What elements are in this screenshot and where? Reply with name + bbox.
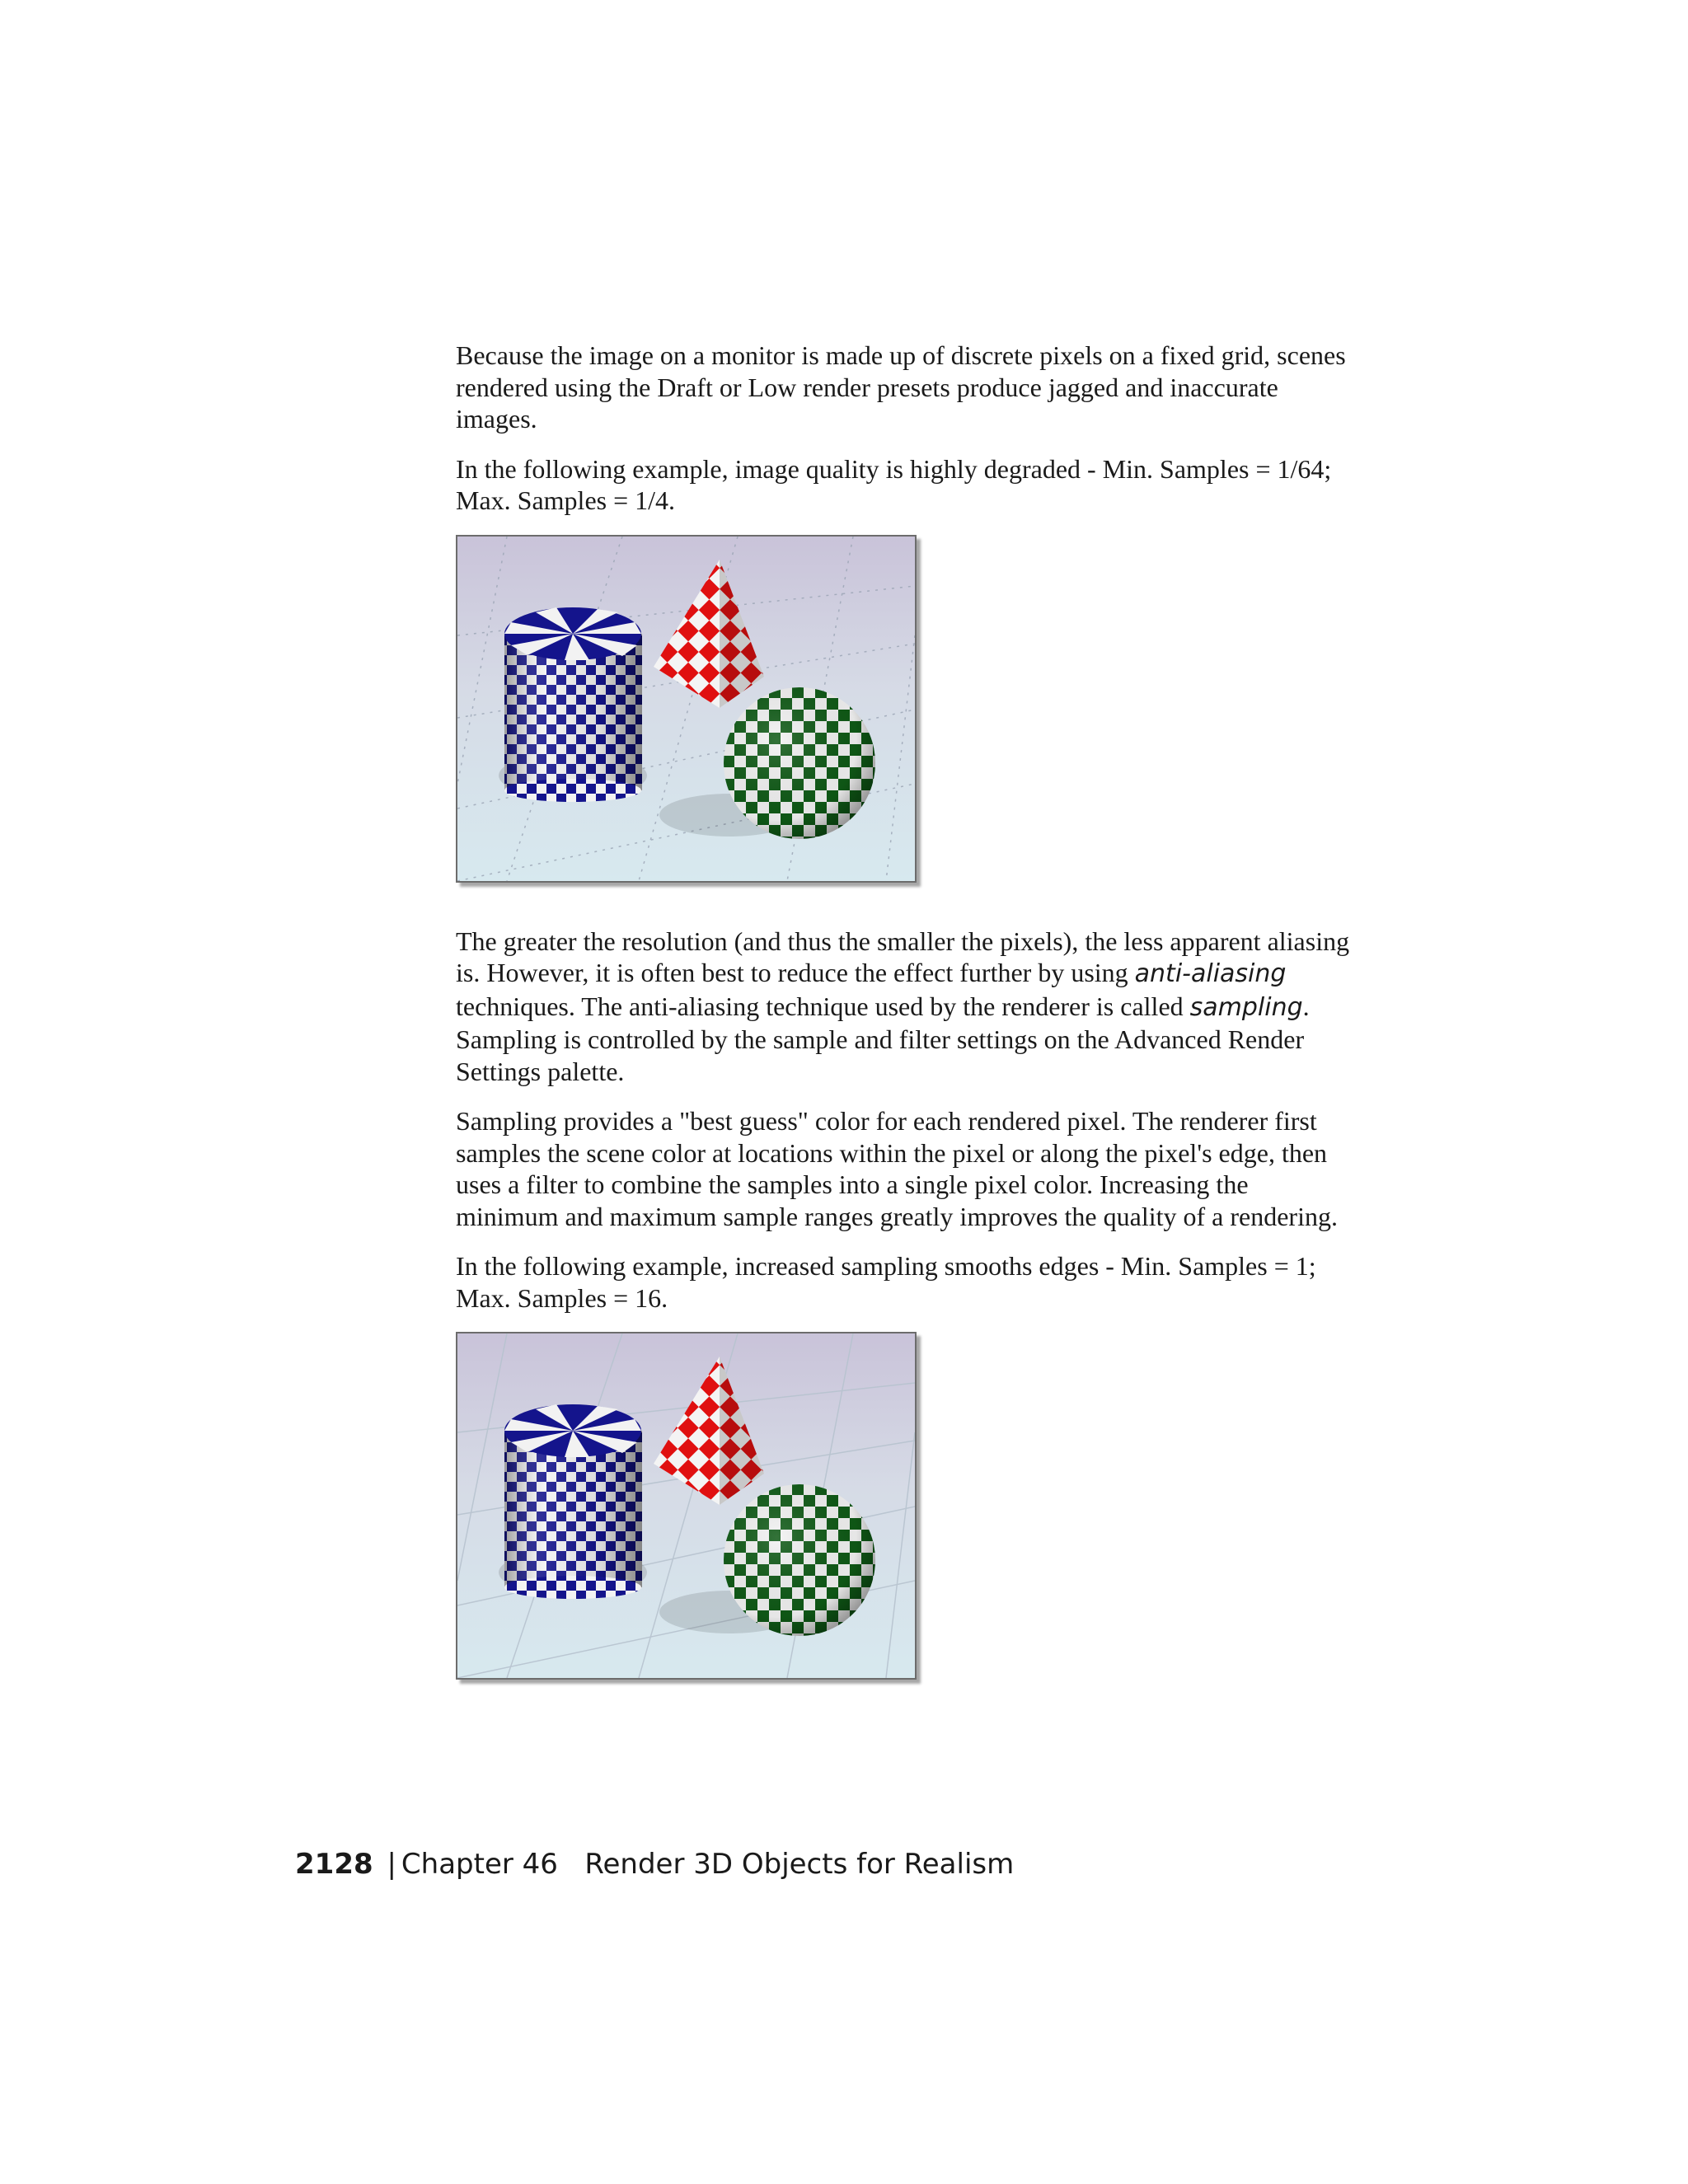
page-content [456, 340, 1354, 1722]
term-anti-aliasing: anti-aliasing [1134, 959, 1287, 988]
paragraph-intro: Because the image on a monitor is made up of discrete pixels on a fixed grid, scenes rendered using the Draft or Low render presets produce jagged and inaccurate images. [456, 340, 1346, 434]
paragraph-example-low: In the following example, image quality is highly degraded - Min. Samples = 1/64; Max. Samples = 1/4. [456, 453, 1332, 515]
footer-separator: | [387, 1848, 396, 1881]
chapter-title: Render 3D Objects for Realism [584, 1848, 1015, 1881]
chapter-label: Chapter 46 [401, 1848, 558, 1881]
render-scene-low [457, 537, 915, 881]
page-footer [295, 1848, 1014, 1881]
render-figure-high-sampling [456, 1332, 917, 1680]
paragraph-sampling: Sampling provides a "best guess" color for each rendered pixel. The renderer first samples the scene color at locations within the pixel or along the pixel's edge, then uses a filter to combine the samples into a single pixel color. Increasing the minimum and maximum sample ranges greatly improves the quality of a rendering. [456, 1106, 1338, 1231]
term-sampling: sampling [1189, 992, 1303, 1022]
p3-text-3: . Sampling is controlled by the sample and filter settings on the Advanced Render Settings palette. [456, 991, 1310, 1086]
p3-text-2: techniques. The anti-aliasing technique used by the renderer is called [456, 991, 1190, 1021]
render-figure-low-sampling [456, 535, 917, 883]
paragraph-anti-aliasing [456, 926, 1354, 1088]
p3-text-1: The greater the resolution (and thus the smaller the pixels), the less apparent aliasing is. However, it is often best to reduce the effect further by using [456, 926, 1350, 987]
render-scene-high [457, 1333, 915, 1678]
paragraph-example-high: In the following example, increased sampling smooths edges - Min. Samples = 1; Max. Samples = 16. [456, 1251, 1316, 1313]
page-number: 2128 [295, 1848, 373, 1881]
